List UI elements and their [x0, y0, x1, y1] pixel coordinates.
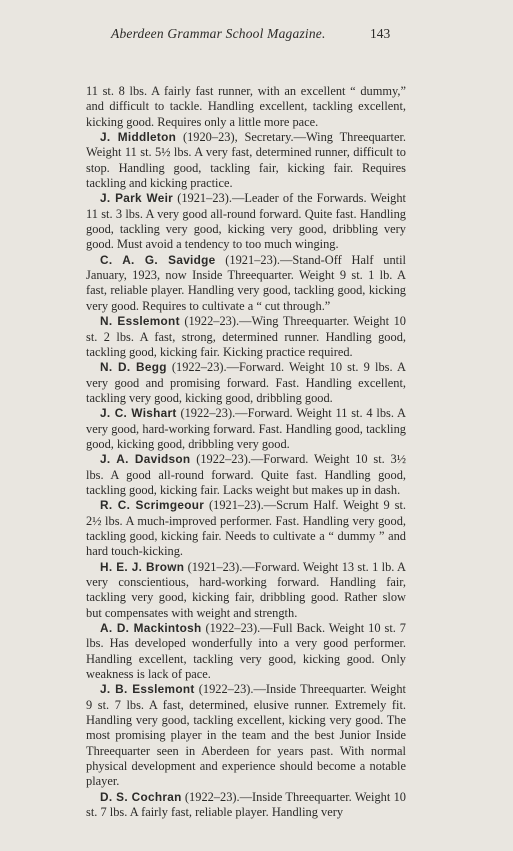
- player-name: N. D. Begg: [100, 360, 167, 375]
- player-name: N. Esslemont: [100, 314, 180, 329]
- player-name: A. D. Mackintosh: [100, 621, 202, 636]
- player-entry: [86, 452, 406, 498]
- player-name: J. C. Wishart: [100, 406, 177, 421]
- entry-text: (1922–23).—Inside Threequarter. Weight 10 st. 7 lbs. A fairly fast, reliable player. Handling very: [86, 789, 406, 820]
- entry-text: (1921–23).—Scrum Half. Weight 9 st. 2½ lbs. A much-improved performer. Fast. Handling very good, tackling good, kicking fair. Needs to cultivate a “ dummy ” and hard touch-kicking.: [86, 498, 406, 559]
- player-name: J. Middleton: [100, 130, 177, 145]
- entry-text: (1920–23), Secretary.—Wing Threequarter. Weight 11 st. 5½ lbs. A very fast, determined runner, difficult to stop. Handling good, tackling fair, kicking fair. Requires tackling and kicking practice.: [86, 130, 406, 191]
- player-name: R. C. Scrimgeour: [100, 498, 205, 513]
- player-entry: [86, 406, 406, 452]
- player-entry: [86, 560, 406, 621]
- entry-text: (1922–23).—Wing Threequarter. Weight 10 st. 2 lbs. A fast, strong, determined runner. Handling good, tackling good, kicking fair. Kicking practice required.: [86, 314, 406, 359]
- entry-text: (1921–23).—Leader of the Forwards. Weight 11 st. 3 lbs. A very good all-round forward. Quite fast. Handling good, tackling very good, kicking very good, dribbling very good. Must avoid a tendency to too much winging.: [86, 191, 406, 252]
- player-name: J. B. Esslemont: [100, 682, 195, 697]
- entry-text: (1922–23).—Full Back. Weight 10 st. 7 lbs. Has developed wonderfully into a very good performer. Handling excellent, tackling very good, kicking good. Only weakness is lack of pace.: [86, 621, 406, 682]
- entry-text: (1921–23).—Forward. Weight 13 st. 1 lb. A very conscientious, hard-working forward. Handling fair, tackling very good, kicking fair, dribbling good. Rather slow but compensates with weight and strength.: [86, 559, 406, 620]
- player-entry: [86, 790, 406, 821]
- player-profiles: [86, 84, 406, 821]
- player-name: H. E. J. Brown: [100, 559, 185, 574]
- player-name: C. A. G. Savidge: [100, 252, 216, 267]
- entry-text: (1922–23).—Forward. Weight 10 st. 3½ lbs. A good all-round forward. Quite fast. Handling good, tackling good, kicking fair. Lacks weight but makes up in dash.: [86, 452, 406, 497]
- entry-text: (1921–23).—Stand-Off Half until January, 1923, now Inside Threequarter. Weight 9 st. 1 lb. A fast, reliable player. Handling very good, tackling good, kicking very good. Requires to cultivate a “ cut through.”: [86, 252, 407, 313]
- player-entry: [86, 682, 406, 789]
- player-entry: [86, 621, 406, 682]
- magazine-title: Aberdeen Grammar School Magazine.: [111, 26, 326, 41]
- page-number: 143: [370, 26, 391, 41]
- player-name: D. S. Cochran: [100, 789, 182, 804]
- player-name: J. Park Weir: [100, 191, 174, 206]
- player-entry: [86, 314, 406, 360]
- player-entry: [86, 130, 406, 191]
- entry-text: (1922–23).—Inside Threequarter. Weight 9 st. 7 lbs. A fast, determined, elusive runner. Extremely fit. Handling very good, tackling excellent, kicking very good. The most promising player in the team and the best Junior Inside Threequarter seen in Aberdeen for years past. With normal physical development and experience should become a notable player.: [86, 682, 406, 789]
- entry-text: (1922–23).—Forward. Weight 10 st. 9 lbs. A very good and promising forward. Fast. Handling excellent, tackling very good, kicking good, dribbling good.: [86, 360, 406, 405]
- player-entry: [86, 498, 406, 559]
- player-entry: [86, 84, 406, 130]
- entry-text: 11 st. 8 lbs. A fairly fast runner, with an excellent “ dummy,” and difficult to tackle. Handling excellent, tackling excellent, kicking good. Requires only a little more pace.: [86, 84, 406, 129]
- player-entry: [86, 253, 406, 314]
- player-name: J. A. Davidson: [100, 452, 191, 467]
- player-entry: [86, 191, 406, 252]
- entry-text: (1922–23).—Forward. Weight 11 st. 4 lbs. A very good, hard-working forward. Fast. Handling good, tackling good, kicking good, dribbling very good.: [86, 406, 406, 451]
- running-header: [0, 26, 513, 46]
- player-entry: [86, 360, 406, 406]
